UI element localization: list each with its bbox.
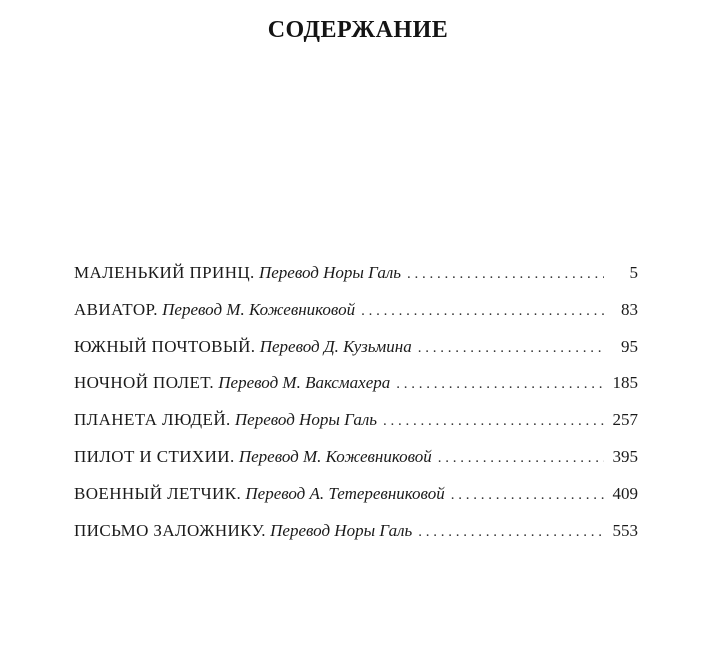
toc-entry-translator: Перевод Д. Кузьмина [259,336,412,356]
toc-entry [74,365,638,402]
toc-entry-page: 83 [621,299,638,319]
toc-entry-work: ПИЛОТ И СТИХИИ. [74,446,235,466]
toc-entry-translator: Перевод М. Ваксмахера [218,373,391,393]
toc-entry-page: 409 [612,483,638,503]
toc-entry-work: МАЛЕНЬКИЙ ПРИНЦ. [74,263,255,282]
dot-leader [361,292,604,330]
dot-leader [396,365,604,403]
toc-entry-translator: Перевод Норы Галь [234,410,377,430]
dot-leader [451,476,604,514]
dot-leader [418,513,604,551]
dot-leader [383,402,604,440]
toc-entry-work: НОЧНОЙ ПОЛЕТ. [74,373,215,393]
dot-leader [407,255,604,293]
toc-entry-page: 95 [621,336,638,356]
toc-entry-translator: Перевод М. Кожевниковой [162,299,356,319]
toc-entry [74,255,638,292]
toc-entry-page: 257 [612,410,638,430]
toc-entry [74,439,638,476]
toc-entry-work: ЮЖНЫЙ ПОЧТОВЫЙ. [74,336,256,356]
toc-entry-page: 5 [629,263,638,282]
dot-leader [418,329,604,367]
toc-entry [74,476,638,513]
toc-entry-translator: Перевод М. Кожевниковой [238,446,432,466]
toc-entry-page: 395 [612,446,638,466]
toc-entry-translator: Перевод А. Тетеревниковой [245,483,445,503]
toc-entry-page: 553 [612,520,638,540]
toc-entry-translator: Перевод Норы Галь [270,520,413,540]
toc-entry [74,402,638,439]
toc-entry-translator: Перевод Норы Галь [258,263,402,282]
toc-entry-work: ПИСЬМО ЗАЛОЖНИКУ. [74,520,266,540]
toc-entry [74,329,638,366]
toc-entry-work: ПЛАНЕТА ЛЮДЕЙ. [74,410,231,430]
table-of-contents [74,255,638,549]
dot-leader [438,439,604,477]
toc-entry [74,513,638,550]
page-title: СОДЕРЖАНИЕ [267,17,449,43]
toc-entry-page: 185 [612,373,638,393]
toc-entry-work: ВОЕННЫЙ ЛЕТЧИК. [74,483,242,503]
toc-entry-work: АВИАТОР. [74,299,158,319]
toc-entry [74,292,638,329]
